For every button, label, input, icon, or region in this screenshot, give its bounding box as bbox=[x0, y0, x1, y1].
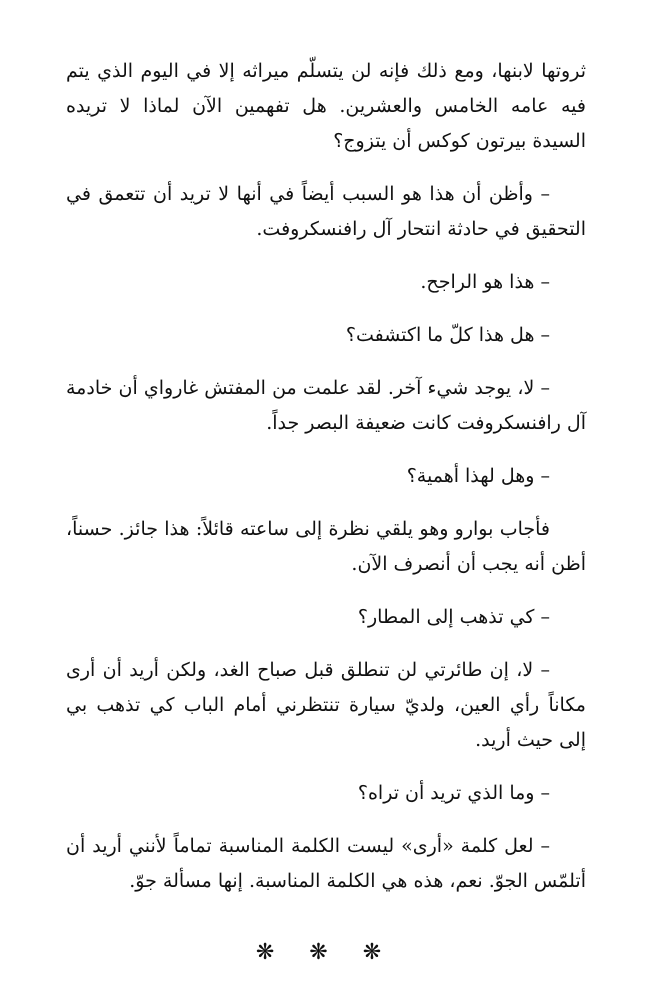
paragraph-10: – وما الذي تريد أن تراه؟ bbox=[357, 782, 550, 804]
paragraph-2: – وأظن أن هذا هو السبب أيضاً في أنها لا تريد أن تتعمق في التحقيق في حادثة انتحار آل رافنسكروفت. bbox=[66, 183, 586, 240]
paragraph-7: فأجاب بوارو وهو يلقي نظرة إلى ساعته قائلاً: هذا جائز. حسناً، أظن أنه يجب أن أنصرف الآن. bbox=[66, 518, 586, 575]
paragraph-3: – هذا هو الراجح. bbox=[420, 271, 550, 293]
paragraph-9: – لا، إن طائرتي لن تنطلق قبل صباح الغد، ولكن أريد أن أرى مكاناً رأي العين، ولديّ سيارة تنتظرني أمام الباب كي تذهب بي إلى حيث أريد. bbox=[66, 659, 586, 751]
section-separator: ❋ ❋ ❋ bbox=[255, 940, 396, 965]
paragraph-5: – لا، يوجد شيء آخر. لقد علمت من المفتش غارواي أن خادمة آل رافنسكروفت كانت ضعيفة البصر جداً. bbox=[66, 377, 586, 434]
paragraph-11: – لعل كلمة «أرى» ليست الكلمة المناسبة تماماً لأنني أريد أن أتلمّس الجوّ. نعم، هذه هي الكلمة المناسبة. إنها مسألة جوّ. bbox=[66, 835, 586, 892]
paragraph-6: – وهل لهذا أهمية؟ bbox=[406, 465, 550, 487]
book-page-text bbox=[66, 54, 586, 917]
paragraph-1: ثروتها لابنها، ومع ذلك فإنه لن يتسلّم ميراثه إلا في اليوم الذي يتم فيه عامه الخامس والعشرين. هل تفهمين الآن لماذا لا تريده السيدة بيرتون كوكس أن يتزوج؟ bbox=[66, 60, 586, 152]
paragraph-8: – كي تذهب إلى المطار؟ bbox=[357, 606, 550, 628]
paragraph-4: – هل هذا كلّ ما اكتشفت؟ bbox=[345, 324, 550, 346]
